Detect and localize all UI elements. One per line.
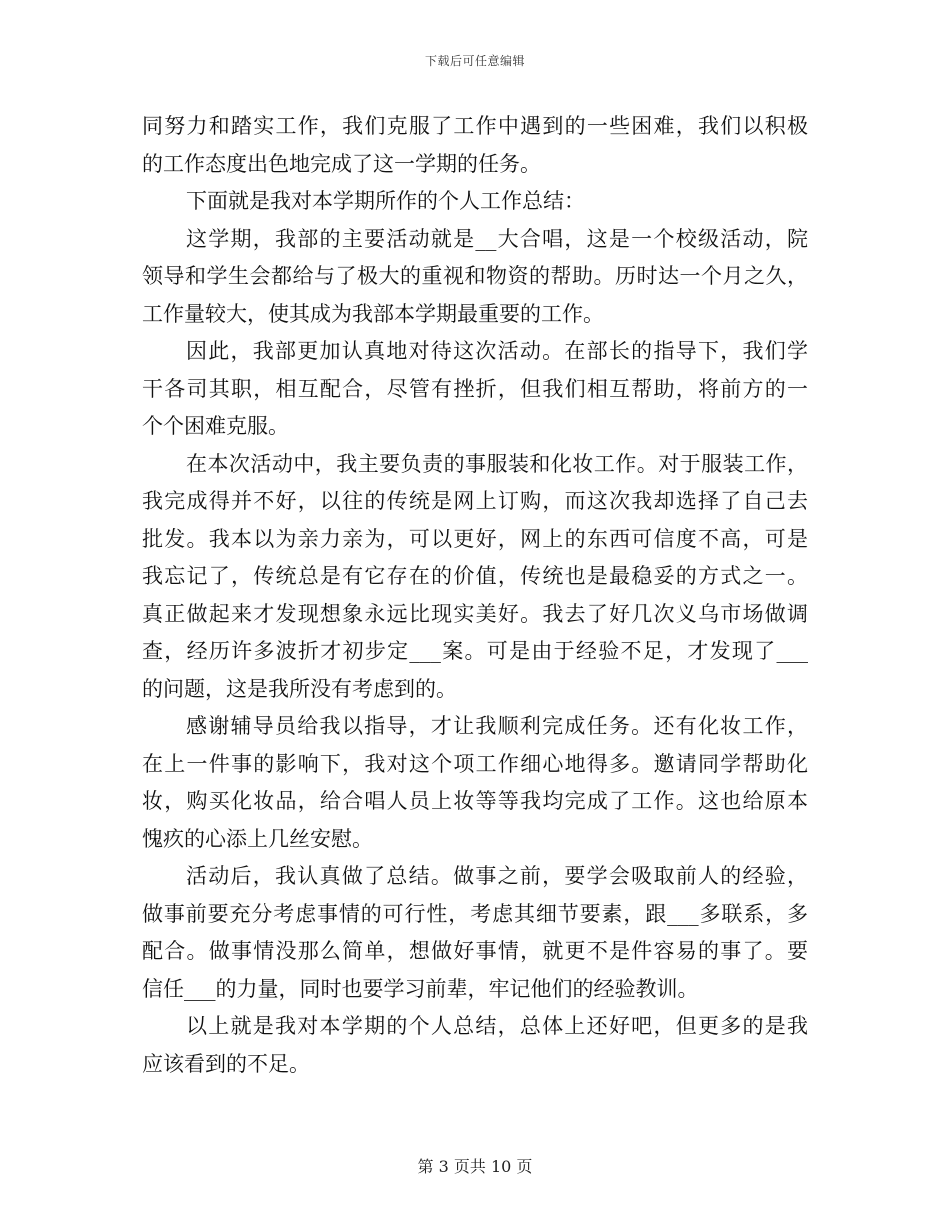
text-line: 查，经历许多波折才初步定___案。可是由于经验不足，才发现了___	[142, 639, 808, 663]
text-line: 因此，我部更加认真地对待这次活动。在部长的指导下，我们学	[186, 339, 808, 363]
text-line: 在本次活动中，我主要负责的事服装和化妆工作。对于服装工作，	[186, 451, 808, 476]
text-line: 个个困难克服。	[142, 414, 289, 438]
text-line: 的问题，这是我所没有考虑到的。	[142, 676, 457, 701]
text-line: 愧疚的心添上几丝安慰。	[142, 826, 373, 851]
text-line: 感谢辅导员给我以指导，才让我顺利完成任务。还有化妆工作，	[186, 714, 808, 738]
text-line: 同努力和踏实工作，我们克服了工作中遇到的一些困难，我们以积极	[142, 114, 808, 138]
text-line: 批发。我本以为亲力亲为，可以更好，网上的东西可信度不高，可是	[142, 526, 808, 551]
text-line: 我忘记了，传统总是有它存在的价值，传统也是最稳妥的方式之一。	[142, 564, 808, 588]
paragraph	[142, 708, 808, 858]
paragraph	[142, 1008, 808, 1083]
text-line: 真正做起来才发现想象永远比现实美好。我去了好几次义乌市场做调	[142, 601, 808, 626]
paragraph	[142, 221, 808, 334]
paragraph	[142, 858, 808, 1008]
text-line: 这学期，我部的主要活动就是__大合唱，这是一个校级活动，院	[186, 226, 808, 251]
text-line: 信任___的力量，同时也要学习前辈，牢记他们的经验教训。	[142, 976, 699, 1001]
text-line: 我完成得并不好，以往的传统是网上订购，而这次我却选择了自己去	[142, 489, 808, 513]
text-line: 配合。做事情没那么简单，想做好事情，就更不是件容易的事了。要	[142, 939, 808, 963]
text-line: 妆，购买化妆品，给合唱人员上妆等等我均完成了工作。这也给原本	[142, 789, 808, 813]
text-line: 应该看到的不足。	[142, 1051, 310, 1076]
paragraph	[142, 446, 808, 709]
text-line: 在上一件事的影响下，我对这个项工作细心地得多。邀请同学帮助化	[142, 751, 808, 776]
paragraph	[142, 333, 808, 446]
document-body	[142, 108, 808, 1083]
paragraph	[142, 183, 808, 221]
page-number-footer: 第 3 页共 10 页	[417, 1157, 533, 1176]
text-line: 下面就是我对本学期所作的个人工作总结：	[186, 189, 585, 213]
text-line: 的工作态度出色地完成了这一学期的任务。	[142, 151, 541, 176]
paragraph	[142, 108, 808, 183]
text-line: 干各司其职，相互配合，尽管有挫折，但我们相互帮助，将前方的一	[142, 376, 808, 401]
text-line: 活动后，我认真做了总结。做事之前，要学会吸取前人的经验，	[186, 864, 808, 888]
text-line: 工作量较大，使其成为我部本学期最重要的工作。	[142, 301, 604, 326]
text-line: 以上就是我对本学期的个人总结，总体上还好吧，但更多的是我	[186, 1014, 808, 1038]
page-header: 下载后可任意编辑	[424, 54, 525, 68]
text-line: 领导和学生会都给与了极大的重视和物资的帮助。历时达一个月之久，	[142, 264, 808, 288]
text-line: 做事前要充分考虑事情的可行性，考虑其细节要素，跟___多联系，多	[142, 901, 808, 926]
